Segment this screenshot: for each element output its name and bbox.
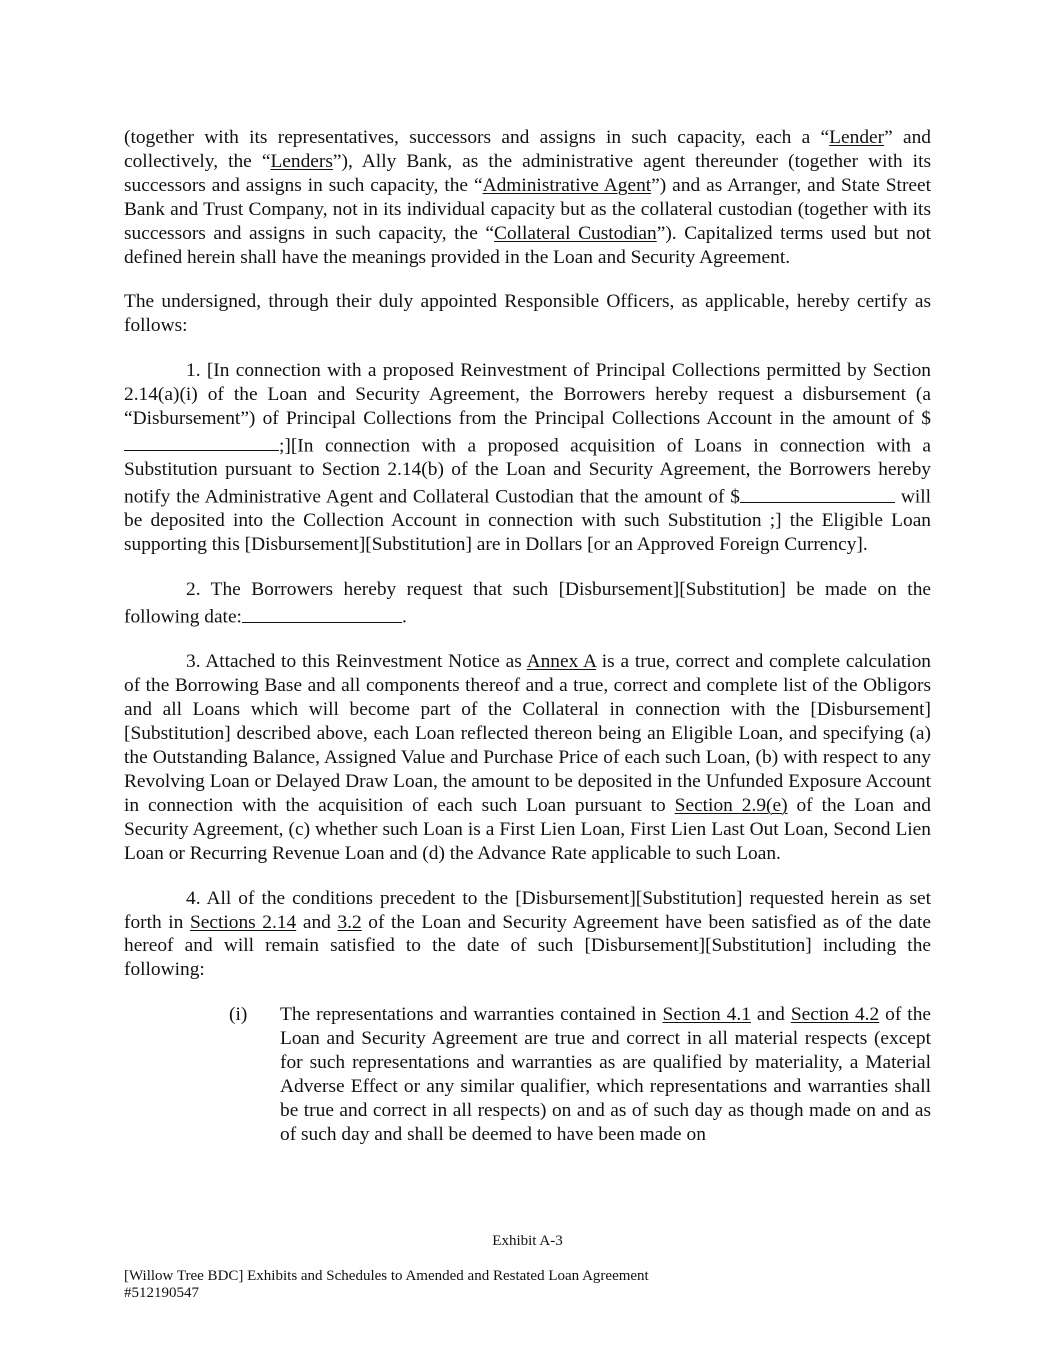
item-1-text-1: 1. [In connection with a proposed Reinvestment of Principal Collections permitted by Section 2.14(a)(i) of the Loan and Security Agreement, the Borrowers hereby request a disbursement (a “Disbursement”) of Principal Collections from the Principal Collections Account in the amount of $ [124,360,931,430]
item-3-text-1: 3. Attached to this Reinvestment Notice as [186,651,527,673]
item-2-paragraph [124,578,931,629]
item-4-paragraph [124,887,931,983]
disbursement-amount-blank[interactable] [124,431,279,451]
certify-paragraph: The undersigned, through their duly appointed Responsible Officers, as applicable, hereby certify as follows: [124,291,931,337]
reference-section-4-2: Section 4.2 [790,1004,880,1026]
document-title: [Willow Tree BDC] Exhibits and Schedules to Amended and Restated Loan Agreement [124,1268,649,1284]
item-3-paragraph [124,650,931,865]
defined-term-lenders: Lenders [270,150,333,172]
document-body [124,126,931,1147]
item-3-text-2: is a true, correct and complete calculation of the Borrowing Base and all components thereof and a true, correct and complete list of the Obligors and all Loans which will become part of the Collateral in connection with the [Disbursement][Substitution] described above, each Loan reflected thereon being an Eligible Loan, and specifying (a) the Outstanding Balance, Assigned Value and Purchase Price of each such Loan, (b) with respect to any Revolving Loan or Delayed Draw Loan, the amount to be deposited in the Unfunded Exposure Account in connection with the acquisition of each such Loan pursuant to [124,651,931,816]
subitem-i-paragraph [124,1003,931,1146]
item-4-text-1: 4. All of the conditions precedent to the [Disbursement][Substitution] requested herein as set forth in [124,887,931,933]
substitution-amount-blank[interactable] [740,482,895,502]
reference-section-2-9-e: Section 2.9(e) [674,794,788,816]
subitem-i-marker: (i) [229,1004,248,1026]
item-3-text-3: of the Loan and Security Agreement, (c) whether such Loan is a First Lien Loan, First Lien Last Out Loan, Second Lien Loan or Recurring Revenue Loan and (d) the Advance Rate applicable to such Loan. [124,794,931,864]
reference-section-3-2: 3.2 [337,911,362,933]
exhibit-label: Exhibit A-3 [492,1233,563,1249]
intro-paragraph [124,126,931,269]
item-1-paragraph [124,359,931,557]
item-2-text-2: . [401,606,407,628]
item-2-text-1: 2. The Borrowers hereby request that such [Disbursement][Substitution] be made on the following date: [124,579,931,628]
document-footer [124,1268,649,1302]
item-4-text-3: of the Loan and Security Agreement have been satisfied as of the date hereof and will remain satisfied to the date of such [Disbursement][Substitution] including the following: [124,911,931,981]
item-1-text-2: ;][In connection with a proposed acquisition of Loans in connection with a Substitution pursuant to Section 2.14(b) of the Loan and Security Agreement, the Borrowers hereby notify the Administrative Agent and Collateral Custodian that the amount of $ [124,435,931,508]
reference-annex-a: Annex A [526,651,596,673]
document-number: #512190547 [124,1285,199,1301]
item-4-text-2: and [296,911,338,933]
defined-term-collateral-custodian: Collateral Custodian [494,222,657,244]
date-blank[interactable] [242,602,402,622]
intro-text-2: ” and collectively, the “ [124,127,932,172]
reference-section-4-1: Section 4.1 [662,1004,751,1026]
defined-term-lender: Lender [829,127,885,148]
item-1-text-3: will be deposited into the Collection Account in connection with such Substitution ;] the Eligible Loan supporting this [Disbursement][Substitution] are in Dollars [or an Approved Foreign Currency]. [124,486,931,556]
intro-text-1: (together with its representatives, successors and assigns in such capacity, each a “ [124,127,830,148]
reference-sections-2-14: Sections 2.14 [189,911,297,933]
intro-text-3: ”), Ally Bank, as the administrative agent thereunder (together with its successors and assigns in such capacity, the “ [124,150,932,196]
intro-text-5: ”). Capitalized terms used but not defined herein shall have the meanings provided in the Loan and Security Agreement. [124,222,932,268]
defined-term-administrative-agent: Administrative Agent [482,174,652,196]
subitem-i-text-1: The representations and warranties contained in [280,1004,663,1026]
intro-text-4: ”) and as Arranger, and State Street Bank and Trust Company, not in its individual capacity but as the collateral custodian (together with its successors and assigns in such capacity, the “ [124,174,931,244]
subitem-i-text-3: of the Loan and Security Agreement are true and correct in all material respects (except for such representations and warranties as are qualified by materiality, a Material Adverse Effect or any similar qualifier, which representations and warranties shall be true and correct in all respects) on and as of such day as though made on and as of such day and shall be deemed to have been made on [280,1004,931,1145]
subitem-i-text-2: and [750,1004,791,1026]
